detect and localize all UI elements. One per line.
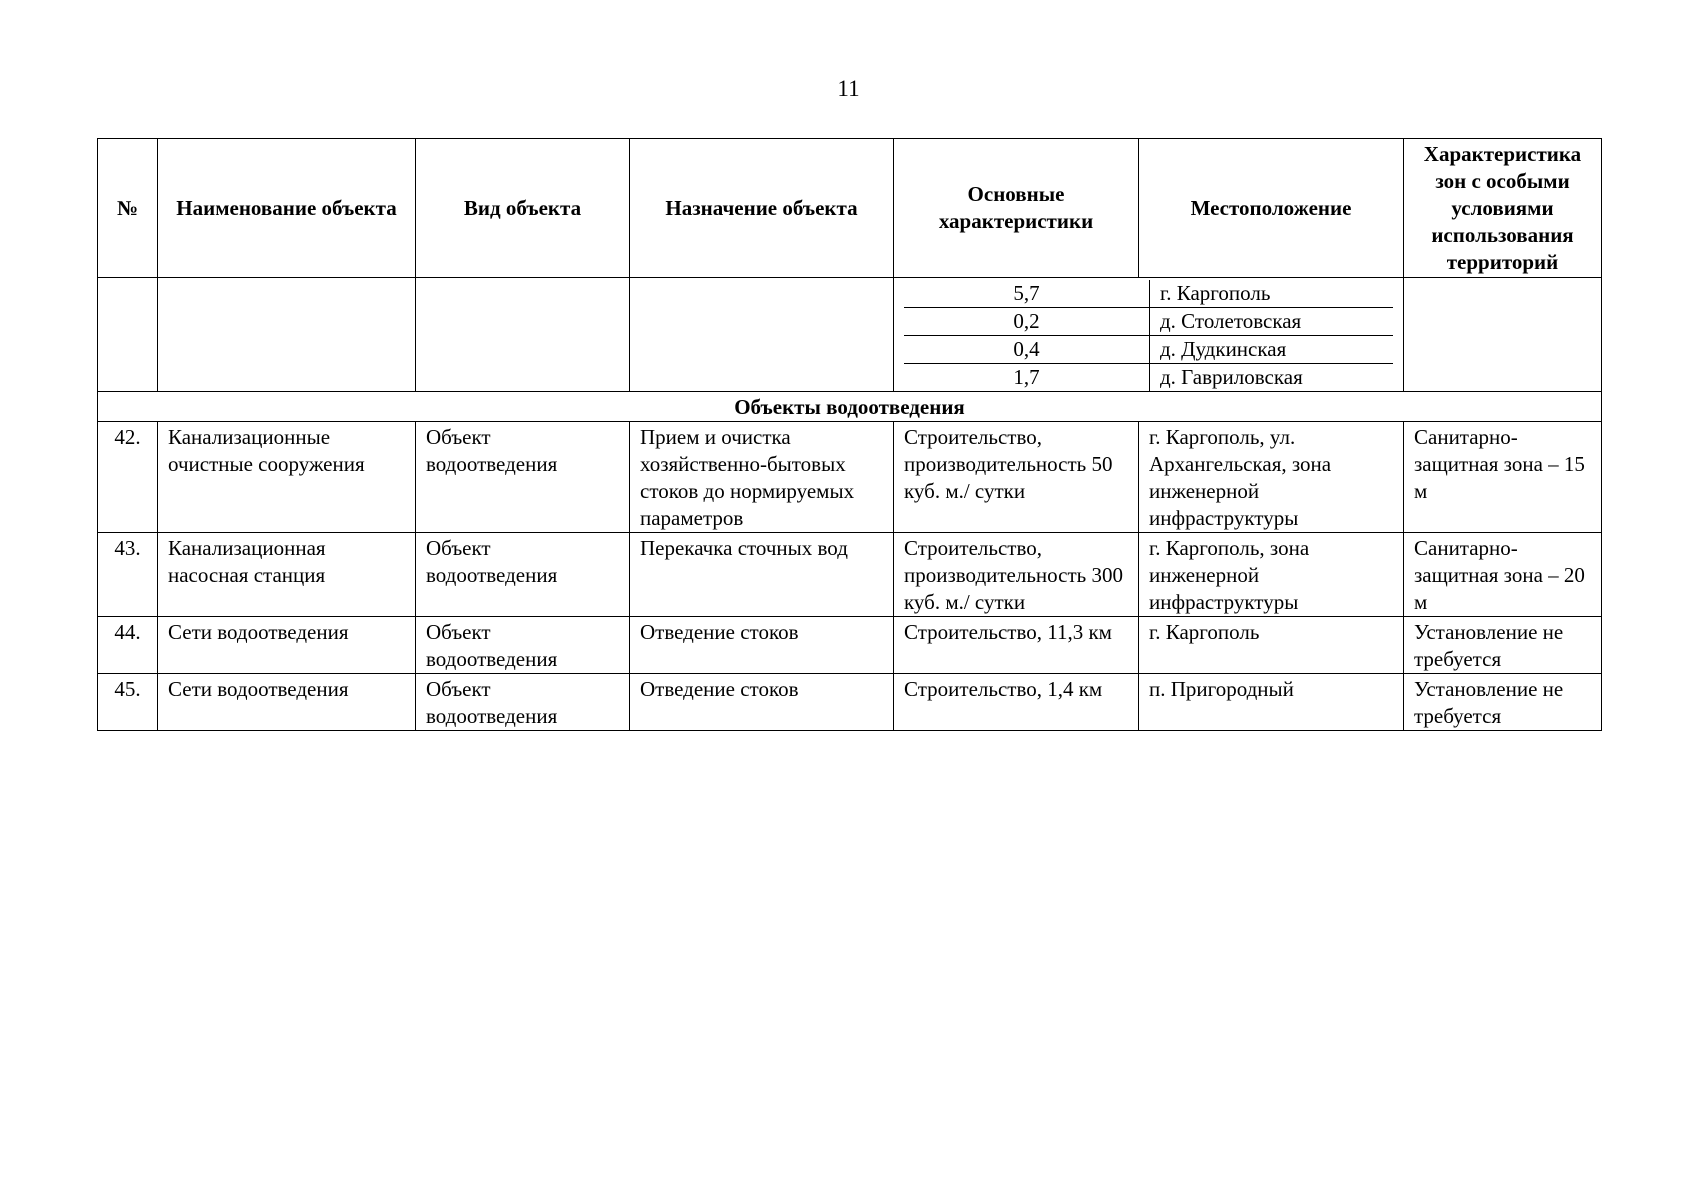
row-num: 45.: [98, 674, 158, 731]
continuation-subtable: [904, 280, 1393, 391]
header-characteristics: Основные характеристики: [894, 139, 1139, 278]
empty-cell: [158, 278, 416, 392]
row-zones: Санитарно-защитная зона – 15 м: [1404, 422, 1602, 533]
sub-value: 5,7: [904, 280, 1150, 308]
row-name: Канализационная насосная станция: [158, 533, 416, 617]
sub-location: д. Столетовская: [1150, 308, 1394, 336]
empty-cell: [98, 278, 158, 392]
empty-cell: [416, 278, 630, 392]
row-num: 44.: [98, 617, 158, 674]
sub-value: 0,2: [904, 308, 1150, 336]
row-purpose: Отведение стоков: [630, 617, 894, 674]
row-location: г. Каргополь: [1139, 617, 1404, 674]
header-purpose: Назначение объекта: [630, 139, 894, 278]
continuation-row: [98, 278, 1602, 392]
sub-location: д. Дудкинская: [1150, 336, 1394, 364]
header-num: №: [98, 139, 158, 278]
table-row: [98, 674, 1602, 731]
header-name: Наименование объекта: [158, 139, 416, 278]
header-type: Вид объекта: [416, 139, 630, 278]
page-number: 11: [837, 76, 860, 101]
header-zones: Характеристика зон с особыми условиями использования территорий: [1404, 139, 1602, 278]
row-characteristics: Строительство, 1,4 км: [894, 674, 1139, 731]
row-zones: Установление не требуется: [1404, 674, 1602, 731]
row-purpose: Отведение стоков: [630, 674, 894, 731]
row-type: Объект водоотведения: [416, 533, 630, 617]
row-num: 43.: [98, 533, 158, 617]
subtable-row: [904, 336, 1393, 364]
row-purpose: Прием и очистка хозяйственно-бытовых стоков до нормируемых параметров: [630, 422, 894, 533]
table-row: [98, 617, 1602, 674]
row-characteristics: Строительство, производительность 50 куб. м./ сутки: [894, 422, 1139, 533]
row-location: г. Каргополь, ул. Архангельская, зона инженерной инфраструктуры: [1139, 422, 1404, 533]
section-row: [98, 392, 1602, 422]
subtable-row: [904, 308, 1393, 336]
table-row: [98, 533, 1602, 617]
empty-cell: [1404, 278, 1602, 392]
row-zones: Установление не требуется: [1404, 617, 1602, 674]
row-zones: Санитарно-защитная зона – 20 м: [1404, 533, 1602, 617]
sub-location: д. Гавриловская: [1160, 365, 1303, 389]
objects-table: [97, 138, 1602, 731]
table-row: [98, 422, 1602, 533]
sub-location: г. Каргополь: [1150, 280, 1394, 308]
subtable-row: [904, 364, 1393, 392]
empty-cell: [630, 278, 894, 392]
row-type: Объект водоотведения: [416, 617, 630, 674]
row-type: Объект водоотведения: [416, 674, 630, 731]
row-purpose: Перекачка сточных вод: [630, 533, 894, 617]
row-characteristics: Строительство, 11,3 км: [894, 617, 1139, 674]
row-location: г. Каргополь, зона инженерной инфраструктуры: [1139, 533, 1404, 617]
row-num: 42.: [98, 422, 158, 533]
table-header-row: [98, 139, 1602, 278]
subtable-row: [904, 280, 1393, 308]
row-location: п. Пригородный: [1139, 674, 1404, 731]
sub-value: 1,7: [904, 364, 1150, 392]
row-name: Сети водоотведения: [158, 674, 416, 731]
row-type: Объект водоотведения: [416, 422, 630, 533]
sub-value: 0,4: [904, 336, 1150, 364]
header-location: Местоположение: [1139, 139, 1404, 278]
section-title: Объекты водоотведения: [98, 392, 1602, 422]
row-name: Канализационные очистные сооружения: [158, 422, 416, 533]
continuation-subtable-cell: [894, 278, 1404, 392]
row-name: Сети водоотведения: [158, 617, 416, 674]
row-characteristics: Строительство, производительность 300 куб. м./ сутки: [894, 533, 1139, 617]
